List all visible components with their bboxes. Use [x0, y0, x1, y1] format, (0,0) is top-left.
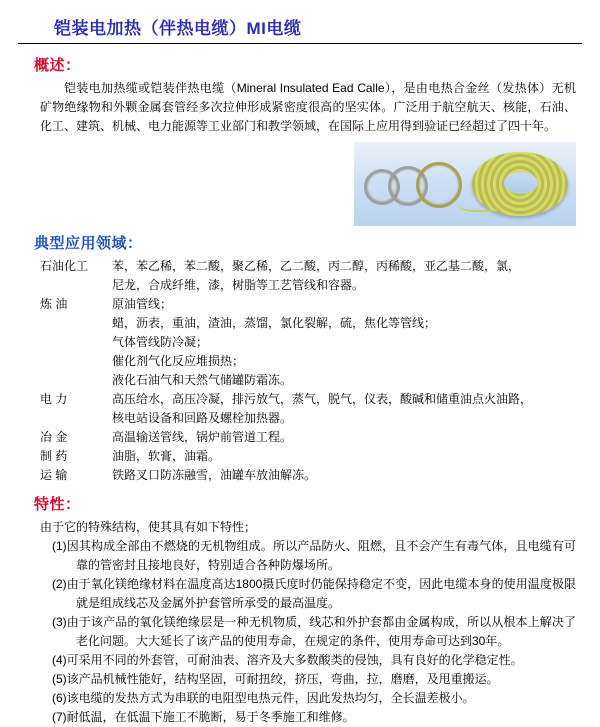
application-values: [112, 295, 532, 390]
application-values: [112, 428, 532, 447]
product-photo-row: [18, 142, 582, 228]
application-label: 运 输: [40, 468, 68, 482]
table-row: [40, 447, 532, 466]
application-values: [112, 390, 532, 428]
application-values: [112, 257, 532, 295]
list-item: 原油管线；: [112, 297, 173, 311]
list-item: (3)由于该产品的氧化镁绝缘层是一种无机物质，线芯和外护套都由金属构成，所以从根本上解决了老化问题。大大延长了该产品的使用寿命，在规定的条件，使用寿命可达到30年。: [52, 615, 576, 648]
list-item: 苯，苯乙稀，苯二酸，聚乙稀，乙二酸，丙二醇，丙稀酸，亚乙基二酸，氯，: [112, 259, 521, 273]
list-item: (1)因其构成全部由不燃烧的无机物组成。所以产品防火、阻燃，且不会产生有毒气体，且电缆有可靠的管密封且接地良好，特别适合各种防爆场所。: [52, 539, 576, 572]
list-item: 蜡，沥表，重油，渣油，蒸馏，氯化裂解，硫，焦化等管线；: [112, 316, 437, 330]
list-item: 铁路叉口防冻融雪，油罐车放油解冻。: [112, 468, 317, 482]
list-item: 气体管线防冷凝；: [112, 335, 209, 349]
list-item: (7)耐低温，在低温下施工不脆断，易于冬季施工和维修。: [52, 710, 355, 724]
application-values: [112, 447, 532, 466]
application-label: 电 力: [40, 392, 68, 406]
list-item: (2)由于氧化镁绝缘材料在温度高达1800摄氏度时仍能保持稳定不变，因此电缆本身的使用温度极限就是组成线芯及金属外护套管所承受的最高温度。: [52, 577, 576, 610]
table-row: [40, 390, 532, 428]
cable-tail: [458, 196, 502, 212]
cable-coil-large-icon: [416, 162, 462, 208]
product-photo: [354, 142, 576, 226]
list-item: (5)该产品机械性能好，结构坚固，可耐扭绞，挤压，弯曲，拉，磨磨，及甩重搬运。: [52, 672, 499, 686]
page-title: 铠装电加热（伴热电缆）MI电缆: [54, 19, 302, 38]
application-label: 炼 油: [40, 297, 68, 311]
list-item: 核电站设备和回路及螺栓加热器。: [112, 411, 293, 425]
list-item: 高温输送管线，锅炉前管道工程。: [112, 430, 293, 444]
application-label: 冶 金: [40, 430, 68, 444]
title-divider: [18, 43, 582, 44]
list-item: 油脂，软膏，油霜。: [112, 449, 221, 463]
applications-table: [40, 257, 532, 485]
section-heading-applications: 典型应用领域：: [34, 235, 143, 252]
application-label: 制 药: [40, 449, 68, 463]
table-row: [40, 257, 532, 295]
section-heading-overview: 概述：: [34, 57, 81, 74]
list-item: 高压给水，高压冷凝，排污放气，蒸气，脱气，仪表，酸碱和储重油点火油路，: [112, 392, 533, 406]
application-values: [112, 466, 532, 485]
table-row: [40, 466, 532, 485]
overview-body: [18, 79, 582, 136]
table-row: [40, 295, 532, 390]
section-heading-features: 特性：: [34, 496, 81, 513]
features-list: [52, 537, 576, 727]
cable-bundle-center: [504, 172, 538, 194]
features-intro: 由于它的特殊结构，使其具有如下特性；: [40, 520, 257, 534]
application-label: 石油化工: [40, 259, 89, 273]
list-item: 尼龙，合成纤维，漆，树脂等工艺管线和容器。: [112, 278, 365, 292]
list-item: 液化石油气和天然气储罐防霜冻。: [112, 373, 293, 387]
list-item: 催化剂气化反应堆损热；: [112, 354, 245, 368]
table-row: [40, 428, 532, 447]
list-item: (4)可采用不同的外套管，可耐油表、溶齐及大多数酸类的侵蚀，具有良好的化学稳定性。: [52, 653, 523, 667]
list-item: (6)该电缆的发热方式为串联的电阻型电热元件，因此发热均匀，全长温差极小。: [52, 691, 475, 705]
overview-paragraph: 铠装电加热缆或铠装伴热电缆（Mineral Insulated Ead Calle），是由电热合金丝（发热体）无机矿物绝缘物和外颗金属套管经多次拉伸形成紧密度很高的坚实体。广泛用于航空航天、核能，石油、化工、建筑、机械、电力能源等工业部门和教学领域，在国际上应用得到验证已经超过了四十年。: [40, 81, 576, 133]
